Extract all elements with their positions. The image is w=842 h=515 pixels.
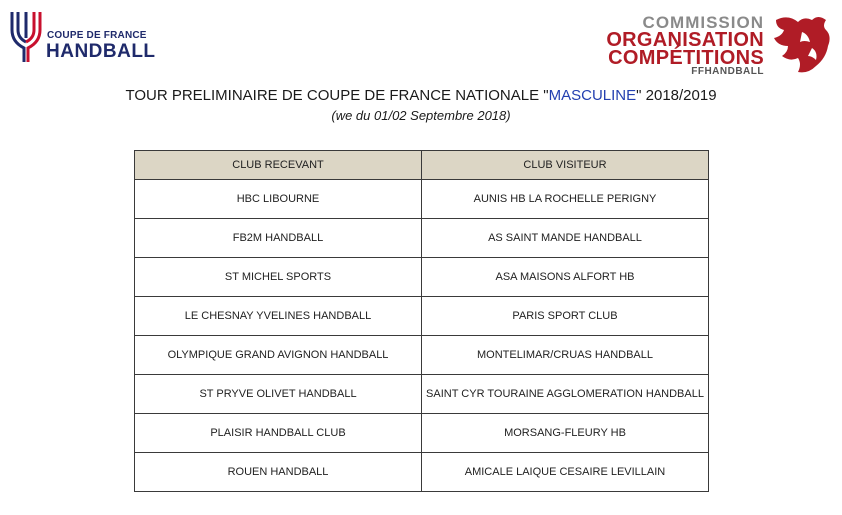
table-row (135, 453, 709, 492)
home-club-cell: ST PRYVE OLIVET HANDBALL (135, 375, 422, 414)
logo-right-line3: COMPÉTITIONS (608, 47, 764, 69)
home-club-cell: OLYMPIQUE GRAND AVIGNON HANDBALL (135, 336, 422, 375)
table-row (135, 219, 709, 258)
table-row (135, 180, 709, 219)
home-club-cell: FB2M HANDBALL (135, 219, 422, 258)
title-text-before: TOUR PRELIMINAIRE DE COUPE DE FRANCE NATIONALE " (125, 87, 549, 104)
column-header-club-visiteur: CLUB VISITEUR (422, 151, 709, 180)
commission-logo (590, 8, 840, 80)
logo-right-line1: COMMISSION (642, 13, 764, 32)
title-highlight: MASCULINE (548, 87, 637, 104)
away-club-cell: MORSANG-FLEURY HB (422, 414, 709, 453)
table-header-row (135, 151, 709, 180)
matches-table (134, 150, 709, 492)
page-title (0, 87, 842, 104)
logo-left-line2: HANDBALL (46, 41, 156, 62)
table-row (135, 336, 709, 375)
table-row (135, 375, 709, 414)
coupe-de-france-emblem-icon (6, 8, 46, 64)
home-club-cell: ST MICHEL SPORTS (135, 258, 422, 297)
away-club-cell: AS SAINT MANDE HANDBALL (422, 219, 709, 258)
coupe-de-france-logo (6, 8, 176, 70)
away-club-cell: MONTELIMAR/CRUAS HANDBALL (422, 336, 709, 375)
home-club-cell: ROUEN HANDBALL (135, 453, 422, 492)
title-text-after: " 2018/2019 (636, 87, 717, 104)
away-club-cell: AUNIS HB LA ROCHELLE PERIGNY (422, 180, 709, 219)
page-subtitle: (we du 01/02 Septembre 2018) (331, 108, 511, 123)
away-club-cell: PARIS SPORT CLUB (422, 297, 709, 336)
table-row (135, 414, 709, 453)
home-club-cell: PLAISIR HANDBALL CLUB (135, 414, 422, 453)
table-row (135, 258, 709, 297)
column-header-club-recevant: CLUB RECEVANT (135, 151, 422, 180)
logo-left-line1: COUPE DE FRANCE (47, 30, 147, 41)
home-club-cell: HBC LIBOURNE (135, 180, 422, 219)
logo-right-line4: FFHANDBALL (691, 66, 764, 77)
table-row (135, 297, 709, 336)
rooster-icon (768, 12, 836, 78)
away-club-cell: ASA MAISONS ALFORT HB (422, 258, 709, 297)
home-club-cell: LE CHESNAY YVELINES HANDBALL (135, 297, 422, 336)
away-club-cell: AMICALE LAIQUE CESAIRE LEVILLAIN (422, 453, 709, 492)
logo-right-line2: ORGANISATION (606, 29, 764, 51)
away-club-cell: SAINT CYR TOURAINE AGGLOMERATION HANDBALL (422, 375, 709, 414)
